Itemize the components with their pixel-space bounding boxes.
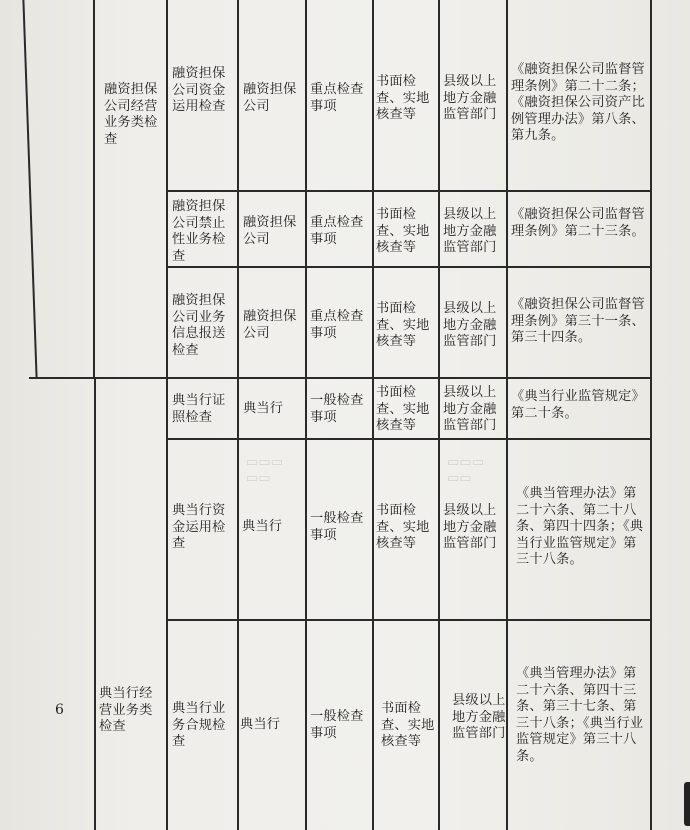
table-row-divider (166, 619, 651, 621)
row4-method (376, 385, 436, 435)
type-text: 重点检查事项 (310, 215, 364, 247)
row2-method (376, 207, 436, 257)
item-text: 融资担保公司资金运用检查 (172, 66, 226, 114)
table-border-col5-left (372, 0, 374, 830)
row5-dept (443, 503, 505, 553)
row6-subject (240, 717, 302, 734)
row1-subject (243, 82, 303, 115)
row4-item (172, 393, 236, 426)
row4-subject (243, 401, 303, 418)
item-text: 典当行证照检查 (172, 393, 226, 425)
table-row-divider (166, 266, 651, 268)
row4-type (310, 393, 370, 426)
table-row-divider (166, 190, 651, 192)
row3-method (376, 301, 436, 351)
method-text: 书面检查、实地核查等 (376, 385, 430, 433)
bleed-through-text: ▭▭▭ ▭▭ (246, 455, 283, 486)
basis-text: 《融资担保公司监督管理条例》第二十三条。 (511, 207, 645, 239)
row5-method (376, 503, 436, 553)
type-text: 重点检查事项 (310, 309, 364, 341)
method-text: 书面检查、实地核查等 (381, 701, 435, 749)
basis-text: 《典当管理办法》第二十六条、第二十八条、第四十四条；《典当行业监管规定》第三十八条。 (516, 486, 644, 567)
row4-basis (511, 389, 645, 422)
category-label: 典当行经营业务类检查 (99, 686, 153, 734)
row6-item (172, 701, 236, 751)
item-text: 融资担保公司禁止性业务检查 (172, 199, 226, 264)
subject-text: 典当行 (242, 519, 283, 534)
page-edge-shadow (684, 782, 690, 826)
basis-text: 《融资担保公司监督管理条例》第三十一条、第三十四条。 (511, 297, 645, 345)
row2-dept (443, 207, 505, 257)
dept-text: 县级以上地方金融监管部门 (452, 693, 506, 741)
row3-basis (511, 297, 645, 347)
subject-text: 典当行 (243, 401, 284, 416)
row-number-6 (55, 702, 75, 719)
row6-dept (452, 693, 506, 743)
table-border-col0-left (22, 0, 37, 378)
item-text: 典当行业务合规检查 (172, 701, 226, 749)
type-text: 一般检查事项 (310, 511, 364, 543)
dept-text: 县级以上地方金融监管部门 (443, 207, 497, 255)
table-row-divider (166, 438, 651, 440)
subject-text: 典当行 (240, 717, 281, 732)
row1-method (376, 74, 436, 124)
row5-basis (516, 486, 646, 569)
row2-item (172, 199, 236, 265)
row-number-text: 6 (55, 702, 65, 718)
row4-dept (443, 385, 505, 435)
item-text: 融资担保公司业务信息报送检查 (172, 293, 226, 358)
table-border-col1-left (93, 0, 95, 378)
table-border-col6-left (438, 0, 440, 830)
subject-text: 融资担保公司 (243, 215, 297, 247)
table-border-col7-left (506, 0, 508, 830)
row6-type (310, 709, 370, 742)
row6-basis (516, 666, 646, 765)
row6-method (381, 701, 437, 751)
dept-text: 县级以上地方金融监管部门 (443, 385, 497, 433)
row1-dept (443, 74, 505, 124)
category-cell-pawnshop (99, 686, 163, 736)
table-group-divider (29, 377, 651, 379)
method-text: 书面检查、实地核查等 (376, 207, 430, 255)
table-border-right (650, 0, 652, 830)
item-text: 典当行资金运用检查 (172, 503, 226, 551)
row2-type (310, 215, 370, 248)
row2-subject (243, 215, 303, 248)
row5-item (172, 503, 236, 553)
row3-subject (243, 309, 303, 342)
method-text: 书面检查、实地核查等 (376, 503, 430, 551)
row1-item (172, 66, 236, 116)
subject-text: 融资担保公司 (243, 309, 297, 341)
basis-text: 《融资担保公司监督管理条例》第二十二条；《融资担保公司资产比例管理办法》第八条、第九条。 (511, 62, 645, 143)
category-cell-financing-guarantee (104, 82, 164, 148)
row3-type (310, 309, 370, 342)
table-border-col3-left (237, 0, 239, 830)
row1-basis (511, 62, 645, 145)
method-text: 书面检查、实地核查等 (376, 74, 430, 122)
table-border-col4-left (305, 0, 307, 830)
row1-type (310, 82, 370, 115)
type-text: 一般检查事项 (310, 709, 364, 741)
basis-text: 《典当行业监管规定》第二十条。 (511, 389, 645, 421)
row2-basis (511, 207, 645, 240)
row5-subject (242, 519, 302, 536)
dept-text: 县级以上地方金融监管部门 (443, 74, 497, 122)
row3-item (172, 293, 236, 359)
bleed-through-text: ▭▭▭ ▭▭ (447, 455, 484, 486)
table-border-col1-left-lower (94, 378, 96, 830)
basis-text: 《典当管理办法》第二十六条、第四十三条、第三十七条、第三十八条；《典当行业监管规定》第三十八条。 (516, 666, 644, 764)
subject-text: 融资担保公司 (243, 82, 297, 114)
method-text: 书面检查、实地核查等 (376, 301, 430, 349)
row3-dept (443, 301, 505, 351)
table-border-col2-left (166, 0, 168, 830)
type-text: 一般检查事项 (310, 393, 364, 425)
category-label: 融资担保公司经营业务类检查 (104, 82, 158, 147)
dept-text: 县级以上地方金融监管部门 (443, 503, 497, 551)
dept-text: 县级以上地方金融监管部门 (443, 301, 497, 349)
row5-type (310, 511, 370, 544)
type-text: 重点检查事项 (310, 82, 364, 114)
